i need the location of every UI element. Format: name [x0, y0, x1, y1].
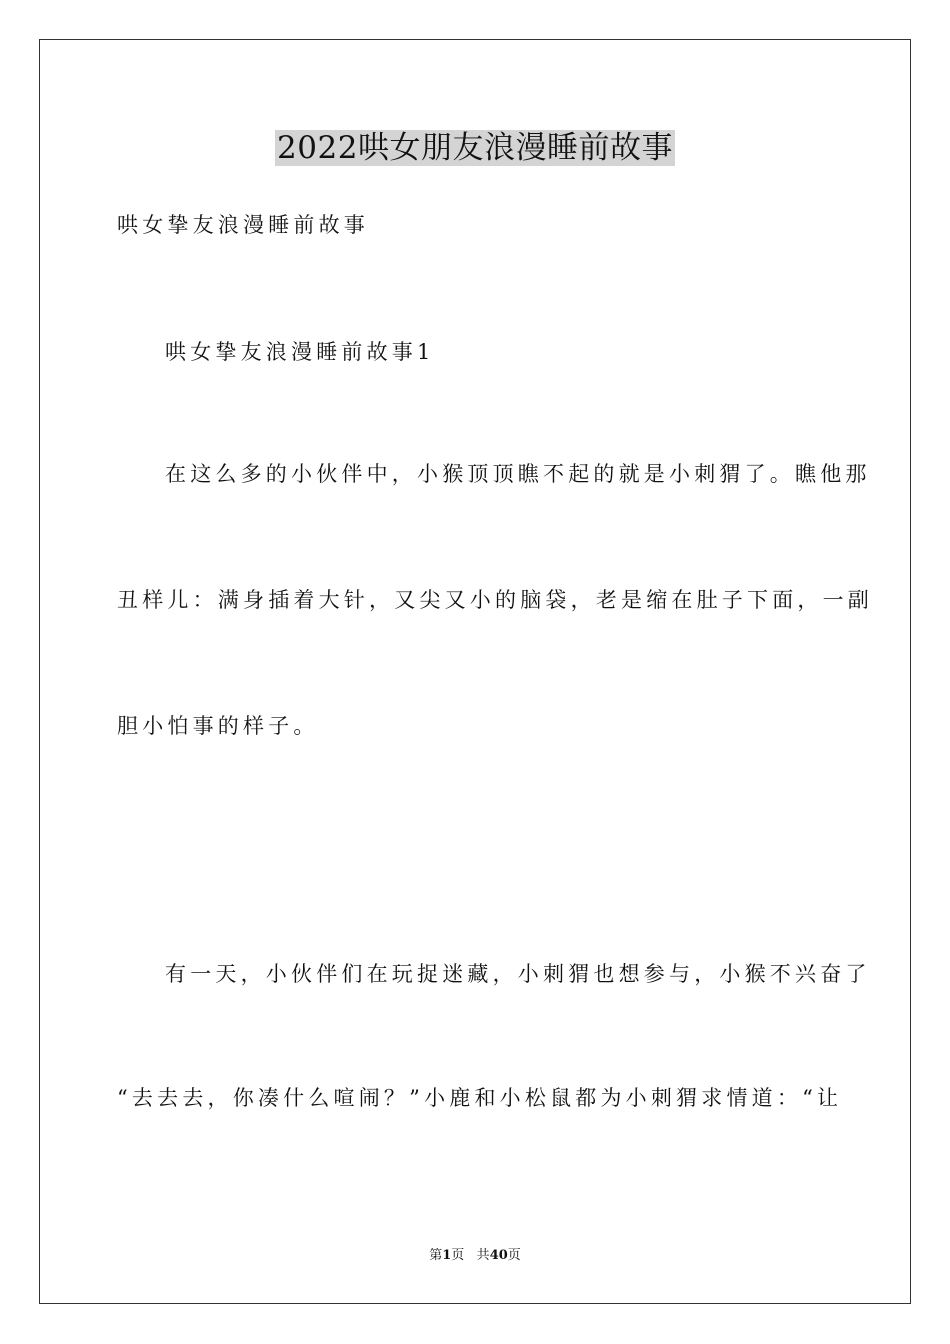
- paragraph-line-4: 有一天，小伙伴们在玩捉迷藏，小刺猬也想参与，小猴不兴奋了: [165, 962, 871, 986]
- footer-total-pages: 40: [489, 1248, 508, 1263]
- footer-page-suffix: 页: [451, 1248, 465, 1263]
- footer-total-prefix: 共: [476, 1248, 490, 1263]
- footer-current-page: 1: [442, 1248, 452, 1263]
- document-title: [0, 128, 950, 168]
- page-footer: [0, 1248, 950, 1264]
- footer-total-suffix: 页: [507, 1248, 521, 1263]
- paragraph-line-3: 胆小怕事的样子。: [117, 714, 319, 738]
- section-heading: 哄女挚友浪漫睡前故事1: [165, 340, 435, 364]
- paragraph-line-1: 在这么多的小伙伴中，小猴顶顶瞧不起的就是小刺猬了。瞧他那: [165, 462, 871, 486]
- document-subtitle: 哄女挚友浪漫睡前故事: [117, 213, 369, 237]
- paragraph-line-2: 丑样儿：满身插着大针，又尖又小的脑袋，老是缩在肚子下面，一副: [117, 588, 873, 612]
- paragraph-line-5: “去去去，你凑什么喧闹？”小鹿和小松鼠都为小刺猬求情道：“让: [117, 1086, 843, 1110]
- footer-page-prefix: 第: [429, 1248, 443, 1263]
- document-title-text: 2022哄女朋友浪漫睡前故事: [277, 130, 673, 166]
